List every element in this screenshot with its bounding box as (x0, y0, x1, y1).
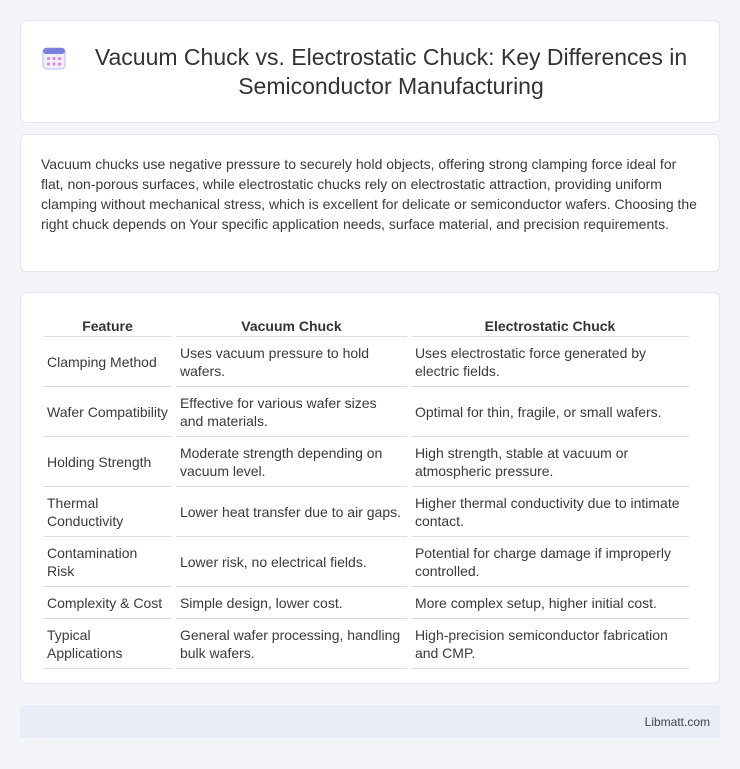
row-electrostatic: Optimal for thin, fragile, or small wafers. (411, 387, 689, 437)
comparison-table-card (20, 292, 720, 684)
table-row (43, 587, 689, 619)
header-feature: Feature (43, 313, 172, 337)
row-vacuum: Uses vacuum pressure to hold wafers. (176, 337, 407, 387)
row-electrostatic: Higher thermal conductivity due to intimate contact. (411, 487, 689, 537)
table-header-row (43, 313, 689, 337)
row-electrostatic: High-precision semiconductor fabrication and CMP. (411, 619, 689, 669)
footer (20, 705, 720, 738)
row-feature: Holding Strength (43, 437, 172, 487)
row-vacuum: Simple design, lower cost. (176, 587, 407, 619)
title-wrap (21, 21, 719, 122)
table-row (43, 337, 689, 387)
summary-card (20, 134, 720, 272)
page-title: Vacuum Chuck vs. Electrostatic Chuck: Key Differences in Semiconductor Manufacturing (94, 43, 688, 99)
row-feature: Complexity & Cost (43, 587, 172, 619)
row-vacuum: Lower risk, no electrical fields. (176, 537, 407, 587)
title-card (20, 20, 720, 123)
table-row (43, 619, 689, 669)
row-feature: Thermal Conductivity (43, 487, 172, 537)
table-row (43, 537, 689, 587)
row-feature: Clamping Method (43, 337, 172, 387)
row-feature: Contamination Risk (43, 537, 172, 587)
row-electrostatic: Potential for charge damage if improperly controlled. (411, 537, 689, 587)
summary-text: Vacuum chucks use negative pressure to securely hold objects, offering strong clamping force ideal for flat, non-porous surfaces, while electrostatic chucks rely on electrostatic attraction, providing uniform clamping without mechanical stress, which is excellent for delicate or semiconductor wafers. Choosing the right chuck depends on Your specific application needs, surface material, and precision requirements. (41, 156, 697, 232)
table-row (43, 387, 689, 437)
calendar-icon (41, 45, 67, 71)
row-vacuum: General wafer processing, handling bulk wafers. (176, 619, 407, 669)
row-vacuum: Moderate strength depending on vacuum level. (176, 437, 407, 487)
table-row (43, 487, 689, 537)
row-vacuum: Lower heat transfer due to air gaps. (176, 487, 407, 537)
comparison-table (39, 313, 693, 669)
row-electrostatic: High strength, stable at vacuum or atmospheric pressure. (411, 437, 689, 487)
row-electrostatic: More complex setup, higher initial cost. (411, 587, 689, 619)
header-electrostatic-chuck: Electrostatic Chuck (411, 313, 689, 337)
row-feature: Typical Applications (43, 619, 172, 669)
footer-site-link[interactable]: Libmatt.com (644, 714, 710, 729)
row-feature: Wafer Compatibility (43, 387, 172, 437)
row-vacuum: Effective for various wafer sizes and materials. (176, 387, 407, 437)
header-vacuum-chuck: Vacuum Chuck (176, 313, 407, 337)
row-electrostatic: Uses electrostatic force generated by electric fields. (411, 337, 689, 387)
table-row (43, 437, 689, 487)
